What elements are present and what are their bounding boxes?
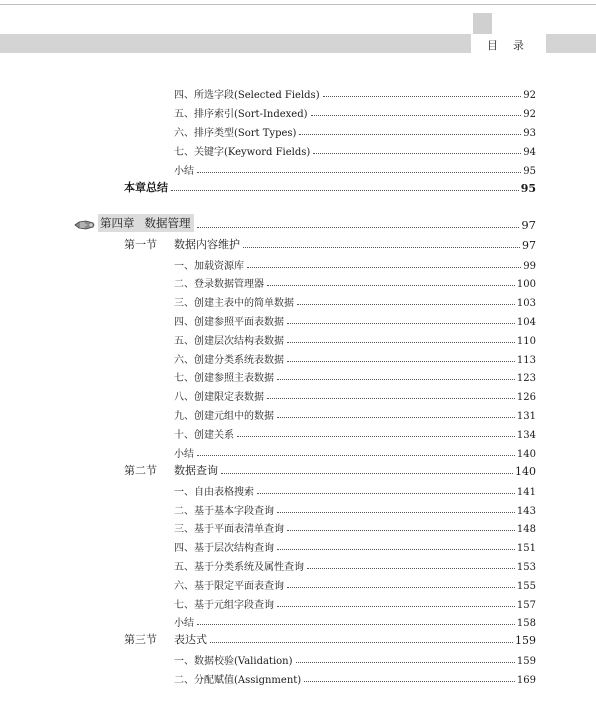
toc-entry-label: 五、排序索引(Sort-Indexed)	[174, 109, 308, 120]
dot-leader	[197, 227, 520, 228]
toc-entry-page: 143	[516, 506, 536, 517]
dot-leader	[171, 190, 519, 191]
hand-pointer-icon	[74, 217, 96, 233]
toc-entry-label: 四、基于层次结构查询	[174, 543, 274, 554]
toc-entry-page: 113	[516, 355, 536, 366]
toc-section[interactable]	[124, 632, 536, 647]
toc-entry-page: 148	[516, 524, 536, 535]
toc-entry[interactable]	[174, 484, 536, 498]
dot-leader	[267, 285, 515, 286]
toc-entry-page: 140	[516, 449, 536, 460]
toc-entry-page: 131	[516, 411, 536, 422]
dot-leader	[247, 267, 521, 268]
section-page: 159	[515, 634, 536, 647]
dot-leader	[287, 342, 515, 343]
toc-entry-page: 92	[523, 109, 536, 120]
dot-leader	[287, 587, 515, 588]
header-corner-block	[473, 13, 492, 34]
toc-entry-page: 151	[516, 543, 536, 554]
toc-entry-label: 小结	[174, 449, 194, 460]
toc-entry[interactable]	[174, 389, 536, 403]
toc-entry[interactable]	[174, 559, 536, 573]
toc-entry-page: 169	[516, 675, 536, 686]
dot-leader	[277, 512, 515, 513]
toc-entry-page: 134	[516, 430, 536, 441]
toc-entry-label: 七、关键字(Keyword Fields)	[174, 147, 311, 158]
toc-entry-page: 92	[523, 90, 536, 101]
toc-entry-label: 五、创建层次结构表数据	[174, 336, 284, 347]
dot-leader	[243, 247, 520, 248]
toc-section[interactable]	[124, 237, 536, 252]
toc-summary-label: 本章总结	[124, 181, 168, 194]
toc-entry-label: 五、基于分类系统及属性查询	[174, 562, 304, 573]
toc-entry[interactable]	[174, 578, 536, 592]
toc-entry-label: 六、创建分类系统表数据	[174, 355, 284, 366]
toc-entry-label: 一、自由表格搜索	[174, 487, 254, 498]
section-title: 表达式	[174, 633, 207, 646]
dot-leader	[197, 455, 515, 456]
toc-entry[interactable]	[174, 521, 536, 535]
toc-entry[interactable]	[174, 503, 536, 517]
toc-entry-page: 153	[516, 562, 536, 573]
toc-entry-page: 104	[516, 317, 536, 328]
toc-entry-label: 三、基于平面表清单查询	[174, 524, 284, 535]
dot-leader	[287, 323, 515, 324]
toc-chapter-heading	[98, 214, 194, 232]
dot-leader	[299, 134, 521, 135]
toc-entry-label: 七、创建参照主表数据	[174, 373, 274, 384]
dot-leader	[221, 473, 513, 474]
toc-entry-label: 二、基于基本字段查询	[174, 506, 274, 517]
section-page: 97	[522, 239, 536, 252]
toc-entry-label: 一、数据校验(Validation)	[174, 656, 293, 667]
section-number: 第三节	[124, 633, 157, 646]
toc-entry[interactable]	[174, 144, 536, 158]
toc-section-heading	[124, 236, 240, 252]
toc-entry-label: 六、排序类型(Sort Types)	[174, 128, 297, 139]
toc-section-heading	[124, 631, 207, 647]
toc-entry[interactable]	[174, 408, 536, 422]
toc-entry[interactable]	[174, 106, 536, 120]
toc-entry-page: 159	[516, 656, 536, 667]
toc-entry-page: 95	[523, 166, 536, 177]
toc-entry-label: 小结	[174, 166, 194, 177]
toc-entry-label: 一、加载资源库	[174, 261, 244, 272]
dot-leader	[313, 153, 521, 154]
toc-entry-label: 小结	[174, 618, 194, 629]
toc-entry-page: 99	[523, 261, 536, 272]
toc-entry-label: 八、创建限定表数据	[174, 392, 264, 403]
dot-leader	[287, 530, 515, 531]
toc-entry[interactable]	[174, 615, 536, 629]
toc-entry-page: 110	[516, 336, 536, 347]
section-number: 第二节	[124, 464, 157, 477]
dot-leader	[297, 304, 515, 305]
dot-leader	[296, 662, 515, 663]
toc-section-heading	[124, 462, 218, 478]
toc-entry-page: 158	[516, 618, 536, 629]
toc-entry[interactable]	[174, 427, 536, 441]
toc-entry[interactable]	[174, 258, 536, 272]
section-page: 140	[515, 465, 536, 478]
toc-entry-page: 155	[516, 581, 536, 592]
toc-entry-label: 四、创建参照平面表数据	[174, 317, 284, 328]
toc-entry[interactable]	[174, 653, 536, 667]
toc-entry[interactable]	[174, 540, 536, 554]
toc-entry-label: 九、创建元组中的数据	[174, 411, 274, 422]
toc-entry[interactable]	[174, 314, 536, 328]
dot-leader	[277, 379, 515, 380]
dot-leader	[311, 115, 522, 116]
toc-entry[interactable]	[174, 446, 536, 460]
toc-entry-label: 四、所选字段(Selected Fields)	[174, 90, 320, 101]
toc-entry[interactable]	[174, 352, 536, 366]
toc-chapter[interactable]	[98, 215, 536, 232]
toc-entry-page: 126	[516, 392, 536, 403]
toc-entry[interactable]	[174, 597, 536, 611]
chapter-number: 第四章	[100, 216, 135, 230]
toc-section[interactable]	[124, 463, 536, 478]
dot-leader	[287, 361, 515, 362]
toc-entry[interactable]	[174, 163, 536, 177]
chapter-page: 97	[521, 218, 536, 232]
toc-entry-label: 二、登录数据管理器	[174, 279, 264, 290]
toc-entry-page: 100	[516, 279, 536, 290]
dot-leader	[197, 624, 515, 625]
section-title: 数据内容维护	[174, 238, 240, 251]
toc-entry-label: 二、分配赋值(Assignment)	[174, 675, 302, 686]
toc-entry-page: 157	[516, 600, 536, 611]
dot-leader	[267, 398, 515, 399]
toc-entry[interactable]	[174, 333, 536, 347]
toc-summary-page: 95	[520, 182, 536, 195]
toc-entry-label: 十、创建关系	[174, 430, 234, 441]
chapter-title: 数据管理	[144, 216, 191, 230]
dot-leader	[277, 549, 515, 550]
toc-entry-label: 六、基于限定平面表查询	[174, 581, 284, 592]
toc-entry-page: 123	[516, 373, 536, 384]
toc-entry-page: 94	[523, 147, 536, 158]
dot-leader	[210, 642, 513, 643]
dot-leader	[277, 606, 515, 607]
dot-leader	[197, 172, 521, 173]
top-rule	[0, 4, 596, 5]
toc-entry[interactable]	[174, 295, 536, 309]
toc-chapter-summary[interactable]	[124, 180, 536, 195]
toc-entry[interactable]	[174, 125, 536, 139]
toc-entry-page: 141	[516, 487, 536, 498]
toc-entry[interactable]	[174, 87, 536, 101]
running-header-title: 目 录	[487, 39, 526, 52]
toc-entry-label: 七、基于元组字段查询	[174, 600, 274, 611]
dot-leader	[307, 568, 515, 569]
section-title: 数据查询	[174, 464, 218, 477]
dot-leader	[277, 417, 515, 418]
dot-leader	[304, 681, 515, 682]
toc-entry-label: 三、创建主表中的简单数据	[174, 298, 294, 309]
section-number: 第一节	[124, 238, 157, 251]
dot-leader	[237, 436, 515, 437]
toc-entry-page: 103	[516, 298, 536, 309]
dot-leader	[257, 493, 515, 494]
toc-entry[interactable]	[174, 672, 536, 686]
toc-entry[interactable]	[174, 370, 536, 384]
toc-entry-page: 93	[523, 128, 536, 139]
toc-entry[interactable]	[174, 276, 536, 290]
dot-leader	[323, 96, 522, 97]
